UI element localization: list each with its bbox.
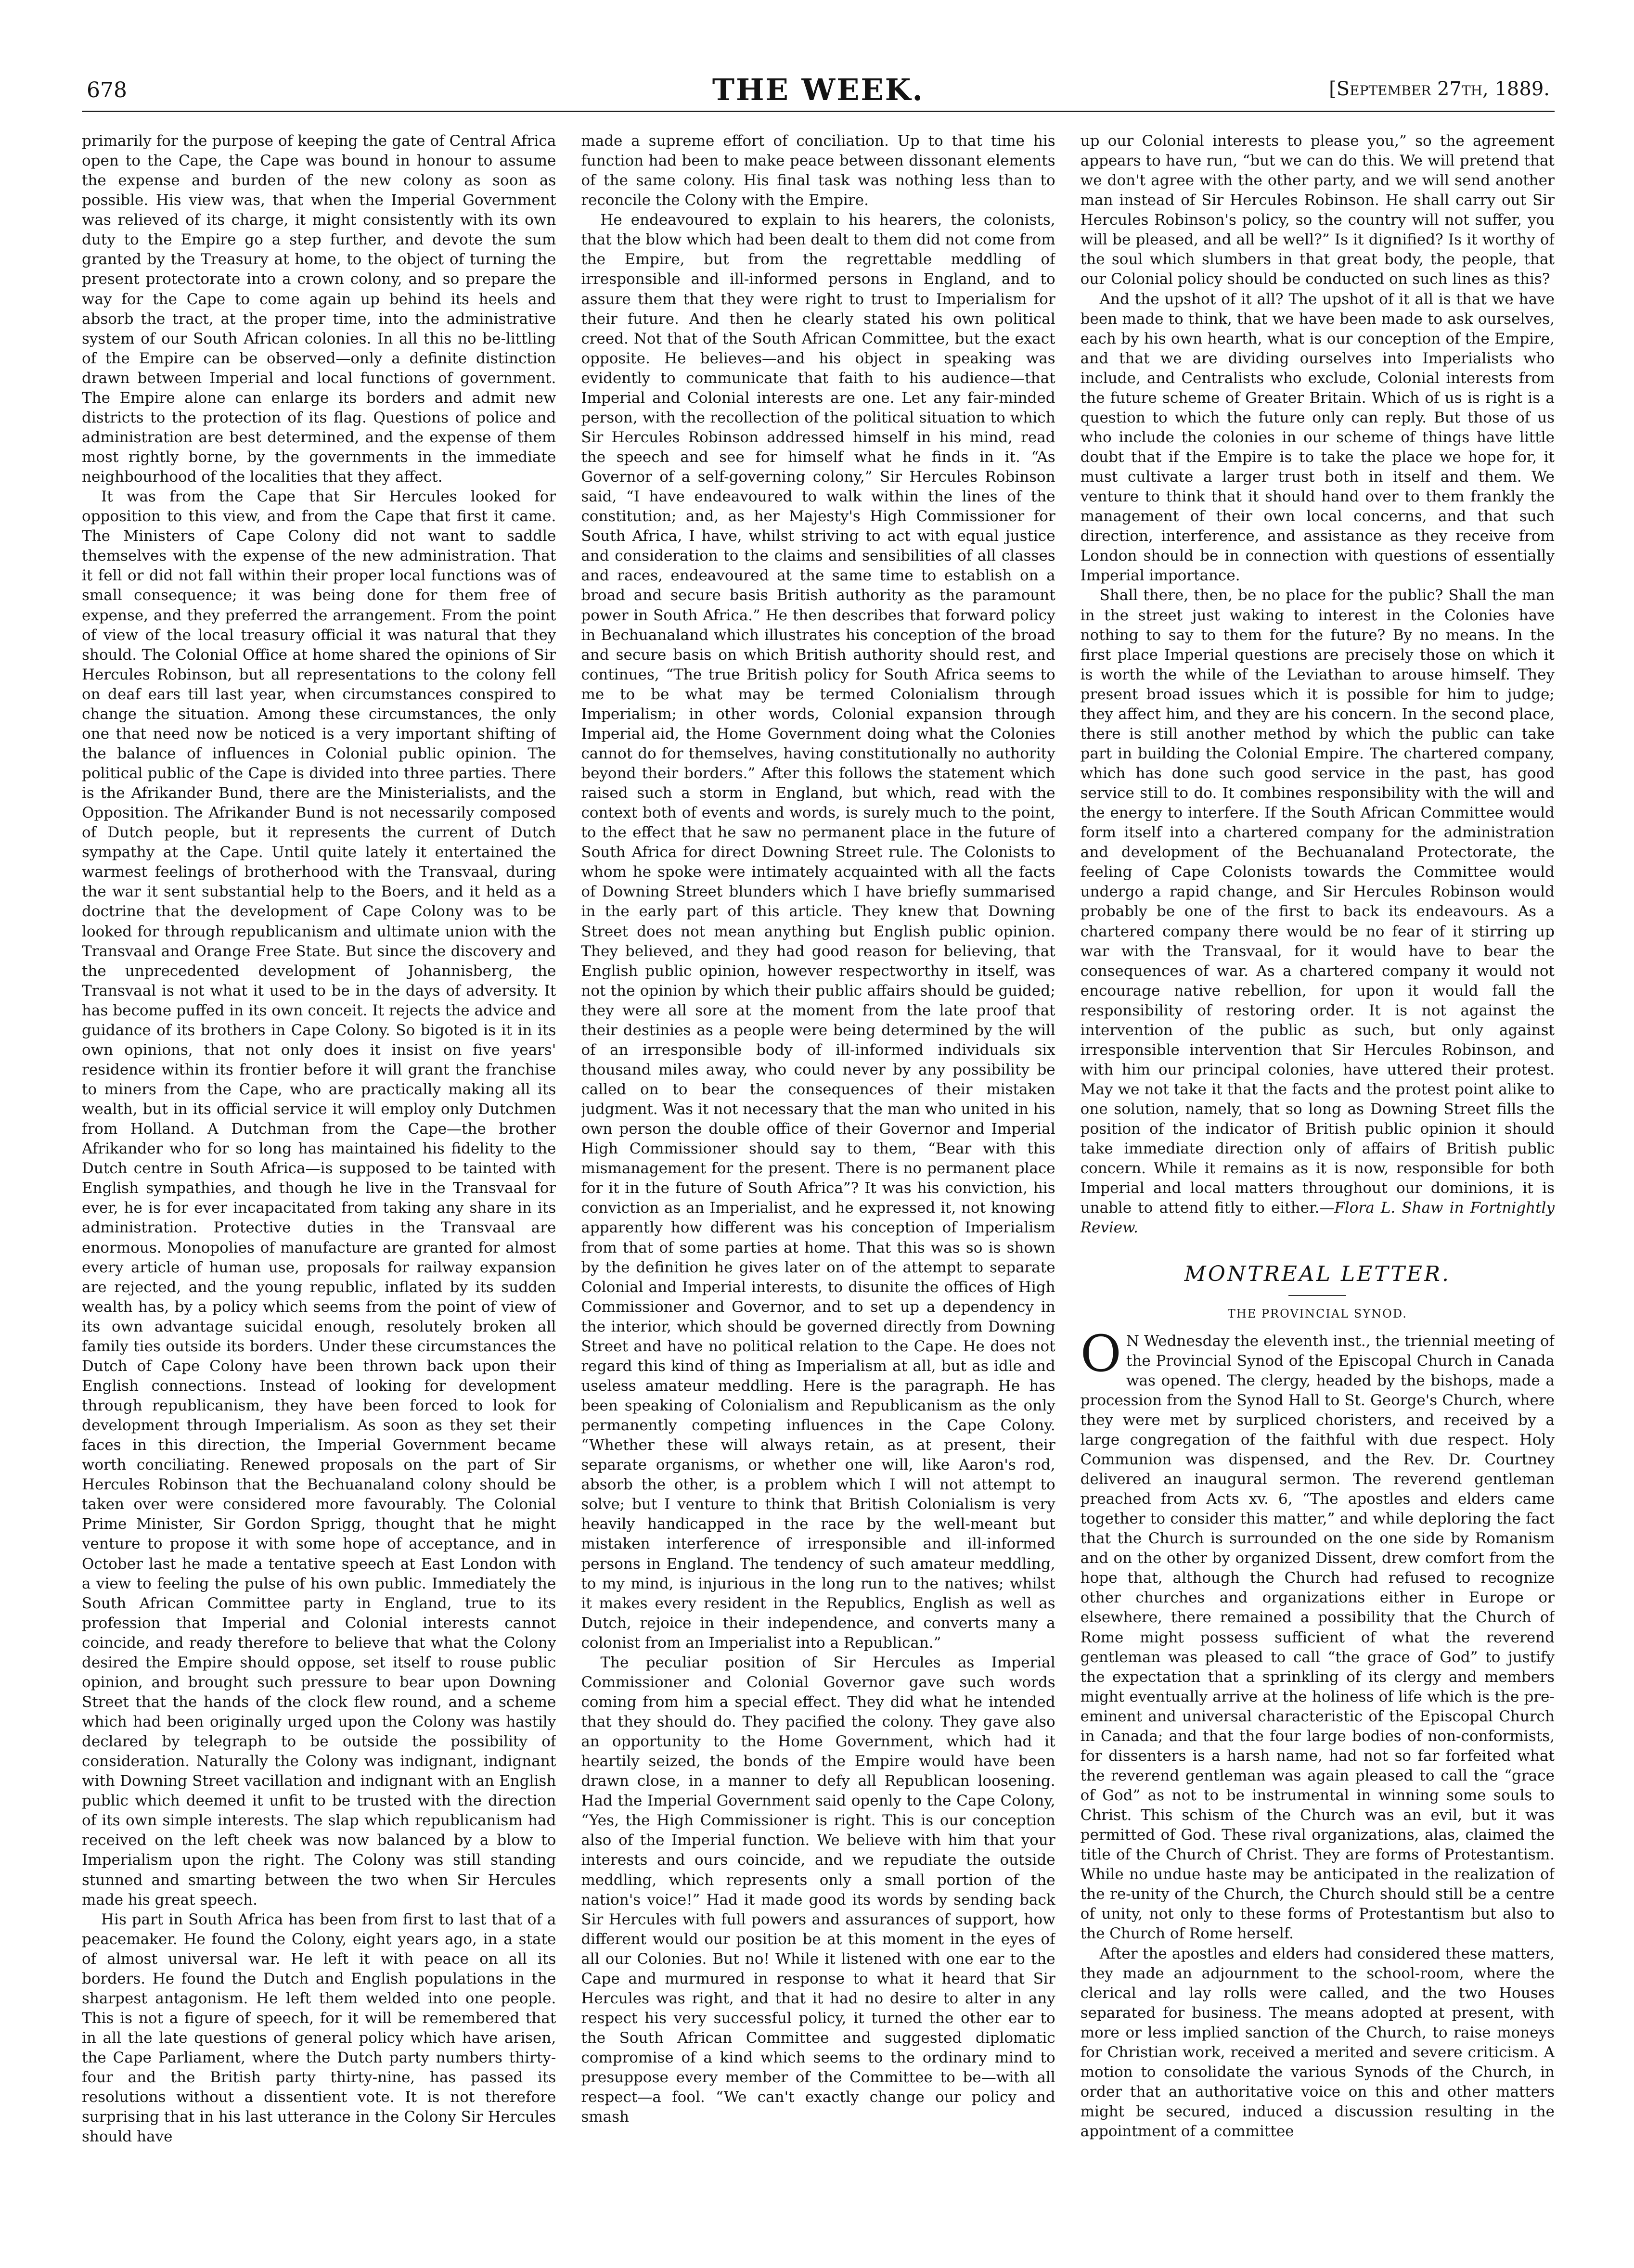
page-header [82, 72, 1555, 112]
paragraph: It was from the Cape that Sir Hercules looked for opposition to this view, and from the Cape that first it came. The Ministers of Cape Colony did not want to saddle themselves with the expense of the new administration. That it fell or did not fall within their proper local functions was of small consequence; it was being done for them free of expense, and they preferred the arrangement. From the point of view of the local treasury official it was natural that they should. The Colonial Office at home shared the opinions of Sir Hercules Robinson, but all representations to the colony fell on deaf ears till last year, when circumstances conspired to change the situation. Among these circumstances, the only one that need now be noticed is a very important shifting of the balance of influences in Colonial public opinion. The political public of the Cape is divided into three parties. There is the Afrikander Bund, there are the Ministerialists, and the Opposition. The Afrikander Bund is not necessarily composed of Dutch people, but it represents the current of Dutch sympathy at the Cape. Until quite lately it entertained the warmest feelings of brotherhood with the Transvaal, during the war it sent substantial help to the Boers, and it held as a doctrine that the development of Cape Colony was to be looked for through republicanism and ultimate union with the Transvaal and Orange Free State. But since the discovery and the unprecedented development of Johannisberg, the Transvaal is not what it used to be in the days of adversity. It has become puffed in its own conceit. It rejects the advice and guidance of its brothers in Cape Colony. So bigoted is it in its own opinions, that not only does it insist on five years' residence within its frontier before it will grant the franchise to miners from the Cape, who are practically making all its wealth, but in its official service it will employ only Dutchmen from Holland. A Dutchman from the Cape—the brother Afrikander who for so long has maintained his fidelity to the Dutch centre in South Africa—is supposed to be tainted with English sympathies, and though he live in the Transvaal for ever, he is for ever incapacitated from taking any share in its administration. Protective duties in the Transvaal are enormous. Monopolies of manufacture are granted for almost every article of human use, proposals for railway expansion are rejected, and the young republic, inflated by its sudden wealth has, by a policy which seems from the point of view of its own advantage suicidal enough, resolutely broken all family ties outside its borders. Under these circumstances the Dutch of Cape Colony have been thrown back upon their English connections. Instead of looking for development through republicanism, they have been forced to look for development through Imperialism. As soon as they set their faces in this direction, the Imperial Government became worth conciliating. Renewed proposals on the part of Sir Hercules Robinson that the Bechuanaland colony should be taken over were considered more favourably. The Colonial Prime Minister, Sir Gordon Sprigg, thought that he might venture to propose it with some hope of acceptance, and in October last he made a tentative speech at East London with a view to feeling the pulse of his own public. Immediately the South African Committee party in England, true to its profession that Imperial and Colonial interests cannot coincide, and ready therefore to believe that what the Colony desired the Empire should oppose, set itself to rouse public opinion, and brought such pressure to bear upon Downing Street that the hands of the clock flew round, and a scheme which had been originally urged upon the Colony was hastily declared by telegraph to be outside the possibility of consideration. Naturally the Colony was indignant, indignant with Downing Street vacillation and indignant with an English public which deemed it unfit to be trusted with the direction of its own simple interests. The slap which republicanism had received on the left cheek was now balanced by a blow to Imperialism upon the right. The Colony was still standing stunned and smarting between the two when Sir Hercules made his great speech. [82, 488, 556, 1909]
paragraph: His part in South Africa has been from first to last that of a peacemaker. He found the Colony, eight years ago, in a state of almost universal war. He left it with peace on all its borders. He found the Dutch and English populations in the sharpest antagonism. He left them welded into one people. This is not a figure of speech, for it will be remembered that in all the late questions of general policy which have arisen, the Cape Parliament, where the Dutch party numbers thirty-four and the British party thirty-nine, has passed its resolutions without a dissentient vote. It is not therefore surprising that in his last utterance in the Colony Sir Hercules should have [82, 1910, 556, 2146]
issue-date: [September 27th, 1889. [1329, 78, 1550, 100]
paragraph: And the upshot of it all? The upshot of it all is that we have been made to think, that we have been made to ask ourselves, each by his own hearth, what is our conception of the Empire, and that we are dividing ourselves into Imperialists who include, and Centralists who exclude, Colonial interests from the future scheme of Greater Britain. Which of us is right is a question to which the future only can reply. But those of us who include the colonies in our scheme of things have little doubt that if the Empire is to take the place we hope for, it must cultivate a larger trust both in itself and them. We venture to think that it should hand over to them frankly the management of their own local concerns, and that such direction, interference, and assistance as they receive from London should be in connection with questions of essentially Imperial importance. [1080, 290, 1555, 585]
drop-cap: O [1080, 1324, 1121, 1383]
paragraph: primarily for the purpose of keeping the gate of Central Africa open to the Cape, the Cape was bound in honour to assume the expense and burden of the new colony as soon as possible. His view was, that when the Imperial Government was relieved of its charge, it might consistently with its own duty to the Empire go a step further, and devote the sum granted by the Treasury at home, to the object of turning the present protectorate into a crown colony, and so prepare the way for the Cape to come again up behind its heels and absorb the tract, at the proper time, into the administrative system of our South African colonies. In all this no be-littling of the Empire can be observed—only a definite distinction drawn between Imperial and local functions of government. The Empire alone can enlarge its borders and admit new districts to the protection of its flag. Questions of police and administration are best determined, and the expense of them most rightly borne, by the governments in the immediate neighbourhood of the localities that they affect. [82, 132, 556, 486]
paragraph: made a supreme effort of conciliation. Up to that time his function had been to make peace between dissonant elements of the same colony. His final task was nothing less than to reconcile the Colony with the Empire. [581, 132, 1055, 209]
section-title: MONTREAL LETTER. [1184, 1261, 1451, 1286]
column-2 [581, 131, 1055, 2249]
title-rule [1288, 1295, 1346, 1296]
paragraph [1080, 1324, 1555, 1944]
paragraph: After the apostles and elders had considered these matters, they made an adjournment to the school-room, where the clerical and lay rolls were called, and the two Houses separated for business. The means adopted at present, with more or less implied sanction of the Church, to raise moneys for Christian work, received a merited and severe criticism. A motion to consolidate the various Synods of the Church, in order that an authoritative voice on this and other matters might be secured, induced a discussion resulting in the appointment of a committee [1080, 1945, 1555, 2140]
column-1 [82, 131, 556, 2249]
paragraph-text: N Wednesday the eleventh inst., the triennial meeting of the Provincial Synod of the Episcopal Church in Canada was opened. The clergy, headed by the bishops, made a procession from the Synod Hall to St. George's Church, where they were met by surpliced choristers, and received by a large congregation of the faithful with due respect. Holy Communion was dispensed, and the Rev. Dr. Courtney delivered an inaugural sermon. The reverend gentleman preached from Acts xv. 6, “The apostles and elders came together to consider this matter,” and while deploring the fact that the Church is surrounded on the one side by Romanism and on the other by organized Dissent, drew comfort from the hope that, although the Church had refused to recognize other churches and organizations either in Europe or elsewhere, there remained a possibility that the Church of Rome might possess sufficient of what the reverend gentleman was pleased to call “the grace of God” to justify the expectation that a sprinkling of its clergy and members might eventually arrive at the holiness of life which is the pre-eminent and universal characteristic of the Episcopal Church in Canada; and that the four large bodies of non-conformists, for dissenters is a harsh name, had not so far forfeited what the reverend gentleman was again pleased to call the “grace of God” as not to be instrumental in winning some souls to Christ. This schism of the Church was an evil, but it was permitted of God. These rival organizations, alas, claimed the title of the Church of Christ. They are forms of Protestantism. While no undue haste may be anticipated in the realization of the re-unity of the Church, the Church should still be a centre of unity, not only to these forms of Protestantism but also to the Church of Rome herself. [1080, 1332, 1555, 1943]
text-columns [82, 131, 1555, 2249]
paragraph-text: Shall there, then, be no place for the public? Shall the man in the street just waking to interest in the Colonies have nothing to say to them for the future? By no means. In the first place Imperial questions are precisely those on which it is worth the while of the Leviathan to arouse himself. They present broad issues which it is possible for him to judge; they affect him, and they are his concern. In the second place, there is still another method by which the public can take part in building the Colonial Empire. The chartered company, which has done such good service in the past, has good service still to do. It combines responsibility with the will and the energy to interfere. If the South African Committee would form itself into a chartered company for the administration and development of the Bechuanaland Protectorate, the feeling of Cape Colonists towards the Committee would undergo a rapid change, and Sir Hercules Robinson would probably be one of the first to back its endeavours. As a chartered company there would be no fear of it stirring up war with the Transvaal, for it would have to bear the consequences of war. As a chartered company it would not encourage native rebellion, for upon it would fall the responsibility of restoring order. It is not against the intervention of the public as such, but only against irresponsible intervention that Sir Hercules Robinson, and with him our principal colonies, have uttered their protest. May we not take it that the facts and the protest point alike to one solution, namely, that so long as Downing Street fills the position of the indicator of British public opinion it should take immediate direction only of affairs of British public concern. While it remains as it is now, responsible for both Imperial and local matters throughout our dominions, it is unable to attend fitly to either. [1080, 587, 1555, 1217]
paragraph: The peculiar position of Sir Hercules as Imperial Commissioner and Colonial Governor gave such words coming from him a special effect. They did what he intended that they should do. They pacified the colony. They gave also an opportunity to the Home Government, which had it heartily seized, the bonds of the Empire would have been drawn close, in a manner to defy all Republican loosening. Had the Imperial Government said openly to the Cape Colony, “Yes, the High Commissioner is right. This is our conception also of the Imperial function. We believe with him that your interests and ours coincide, and we repudiate the outside meddling, which represents only a small portion of the nation's voice!” Had it made good its words by sending back Sir Hercules with full powers and assurances of support, how different would our position be at this moment in the eyes of all our Colonies. But no! While it listened with one ear to the Cape and murmured in response to what it heard that Sir Hercules was right, and that it had no desire to alter in any respect his very successful policy, it turned the other ear to the South African Committee and suggested diplomatic compromise of a kind which seems to the ordinary mind to presuppose every member of the Committee to be—with all respect—a fool. “We can't exactly change our policy and smash [581, 1653, 1055, 2126]
masthead-title: THE WEEK. [712, 72, 925, 107]
paragraph: up our Colonial interests to please you,” so the agreement appears to have run, “but we can do this. We will pretend that we don't agree with the other party, and we will send another man instead of Sir Hercules Robinson. He shall carry out Sir Hercules Robinson's policy, so the country will not suffer, you will be pleased, and all be well?” Is it dignified? Is it worthy of the soul which slumbers in that great body, the people, that our Colonial policy should be conducted on such lines as this? [1080, 132, 1555, 288]
article-attribution: —Flora L. Shaw in Fortnightly Review. [1080, 1199, 1555, 1237]
section-subtitle: THE PROVINCIAL SYNOD. [1227, 1307, 1407, 1320]
paragraph: He endeavoured to explain to his hearers, the colonists, that the blow which had been dealt to them did not come from the Empire, but from the regrettable meddling of irresponsible and ill-informed persons in England, and to assure them that they were right to trust to Imperialism for their future. And then he clearly stated his own political creed. Not that of the South African Committee, but the exact opposite. He believes—and his object in speaking was evidently to communicate that faith to his audience—that Imperial and Colonial interests are one. Let any fair-minded person, with the recollection of the political situation to which Sir Hercules Robinson addressed himself in his mind, read the speech and see for himself what he finds in it. “As Governor of a self-governing colony,” Sir Hercules Robinson said, “I have endeavoured to walk within the lines of the constitution; and, as her Majesty's High Commissioner for South Africa, I have, whilst striving to act with equal justice and consideration to the claims and sensibilities of all classes and races, endeavoured at the same time to establish on a broad and secure basis British authority as the paramount power in South Africa.” He then describes that forward policy in Bechuanaland which illustrates his conception of the broad and secure basis on which British authority should rest, and continues, “The true British policy for South Africa seems to me to be what may be termed Colonialism through Imperialism; in other words, Colonial expansion through Imperial aid, the Home Government doing what the Colonies cannot do for themselves, having constitutionally no authority beyond their borders.” After this follows the statement which raised such a storm in England, but which, read with the context both of events and words, is surely much to the point, to the effect that he saw no permanent place in the future of South Africa for direct Downing Street rule. The Colonists to whom he spoke were intimately acquainted with all the facts of Downing Street blunders which I have briefly summarised in the early part of this article. They knew that Downing Street does not mean anything but English public opinion. They believed, and they had good reason for believing, that English public opinion, however respectworthy in itself, was not the opinion by which their public affairs should be guided; they were all sore at the moment from the late proof that their destinies as a people were being determined by the will of an irresponsible body of ill-informed individuals six thousand miles away, who could never by any possibility be called on to bear the consequences of their mistaken judgment. Was it not necessary that the man who united in his own person the double office of their Governor and Imperial High Commissioner should say to them, “Bear with this mismanagement for the present. There is no permanent place for it in the future of South Africa”? It was his conviction, his conviction as an Imperialist, and he expressed it, not knowing apparently how different was his conception of Imperialism from that of some parties at home. That this was so is shown by the definition he gives later on of the attempt to separate Colonial and Imperial interests, to disunite the offices of High Commissioner and Governor, and to set up a dependency in the interior, which should be governed directly from Downing Street and have no political relation to the Cape. He does not regard this kind of thing as Imperialism at all, but as idle and useless amateur meddling. Here is the paragraph. He has been speaking of Colonialism and Republicanism as the only permanently competing influences in the Cape Colony. “Whether these will always retain, as at present, their separate organisms, or whether one will, like Aaron's rod, absorb the other, is a problem which I will not attempt to solve; but I venture to think that British Colonialism is very heavily handicapped in the race by the well-meant but mistaken interference of irresponsible and ill-informed persons in England. The tendency of such amateur meddling, to my mind, is injurious in the long run to the natives; whilst it makes every resident in the Republics, English as well as Dutch, rejoice in their independence, and converts many a colonist from an Imperialist into a Republican.” [581, 211, 1055, 1652]
paragraph [1081, 586, 1555, 1238]
page-number: 678 [87, 78, 127, 103]
column-3 [1081, 131, 1555, 2249]
